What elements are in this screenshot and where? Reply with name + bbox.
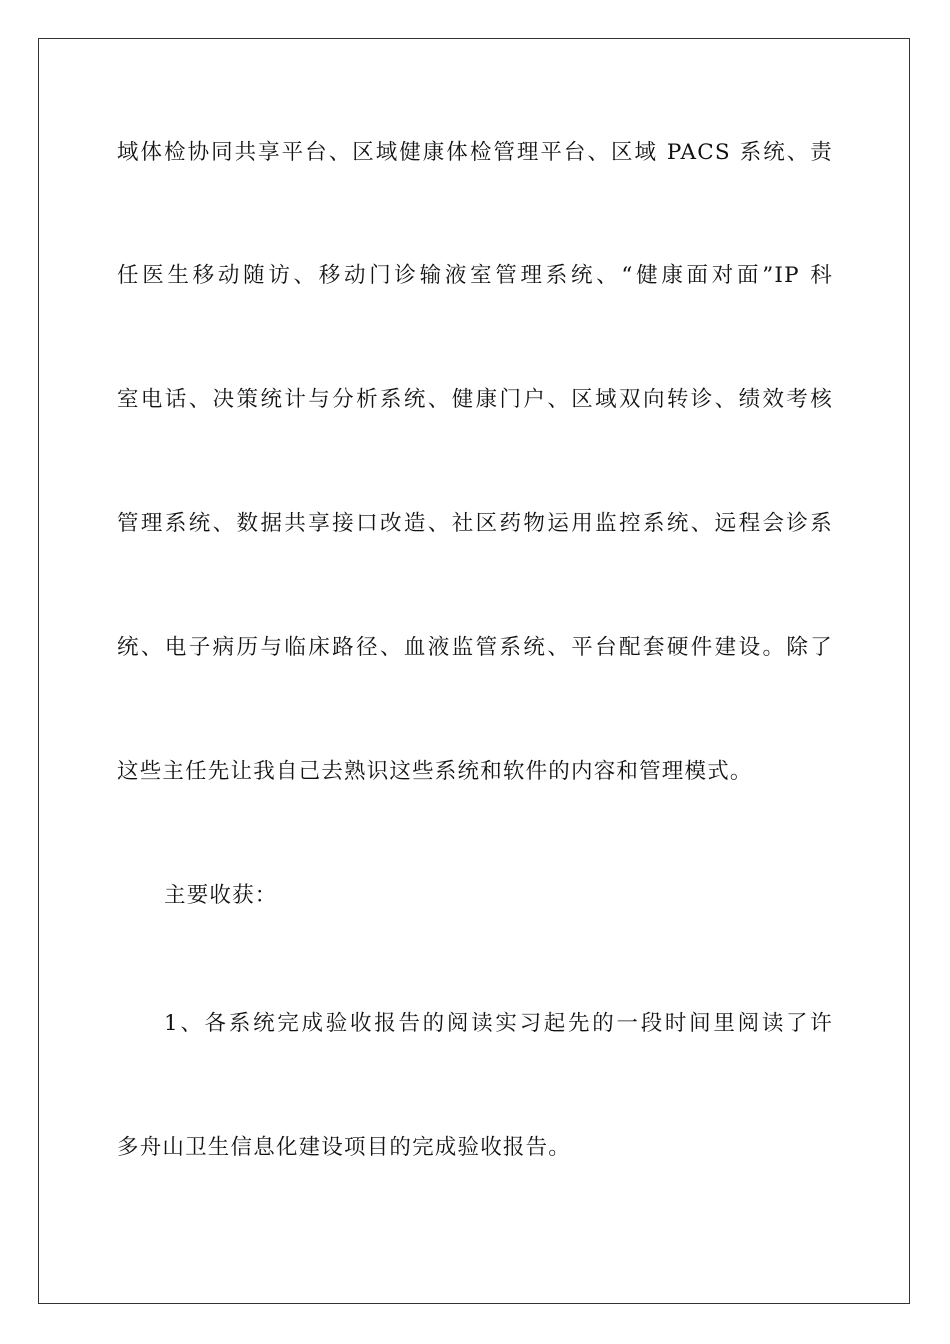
item-1-line-2: 多舟山卫生信息化建设项目的完成验收报告。 bbox=[117, 1135, 572, 1160]
section-heading: 主要收获： bbox=[164, 883, 278, 908]
paragraph-line-6: 这些主任先让我自己去熟识这些系统和软件的内容和管理模式。 bbox=[117, 759, 753, 784]
paragraph-line-4: 管理系统、数据共享接口改造、社区药物运用监控系统、远程会诊系 bbox=[117, 511, 833, 536]
page-border bbox=[38, 38, 910, 1304]
paragraph-line-1: 域体检协同共享平台、区域健康体检管理平台、区域 PACS 系统、责 bbox=[117, 140, 833, 165]
item-1-line-1: 1、各系统完成验收报告的阅读实习起先的一段时间里阅读了许 bbox=[164, 1011, 833, 1036]
paragraph-line-2: 任医生移动随访、移动门诊输液室管理系统、“健康面对面”IP 科 bbox=[117, 263, 833, 288]
paragraph-line-5: 统、电子病历与临床路径、血液监管系统、平台配套硬件建设。除了 bbox=[117, 635, 833, 660]
paragraph-line-3: 室电话、决策统计与分析系统、健康门户、区域双向转诊、绩效考核 bbox=[117, 387, 833, 412]
